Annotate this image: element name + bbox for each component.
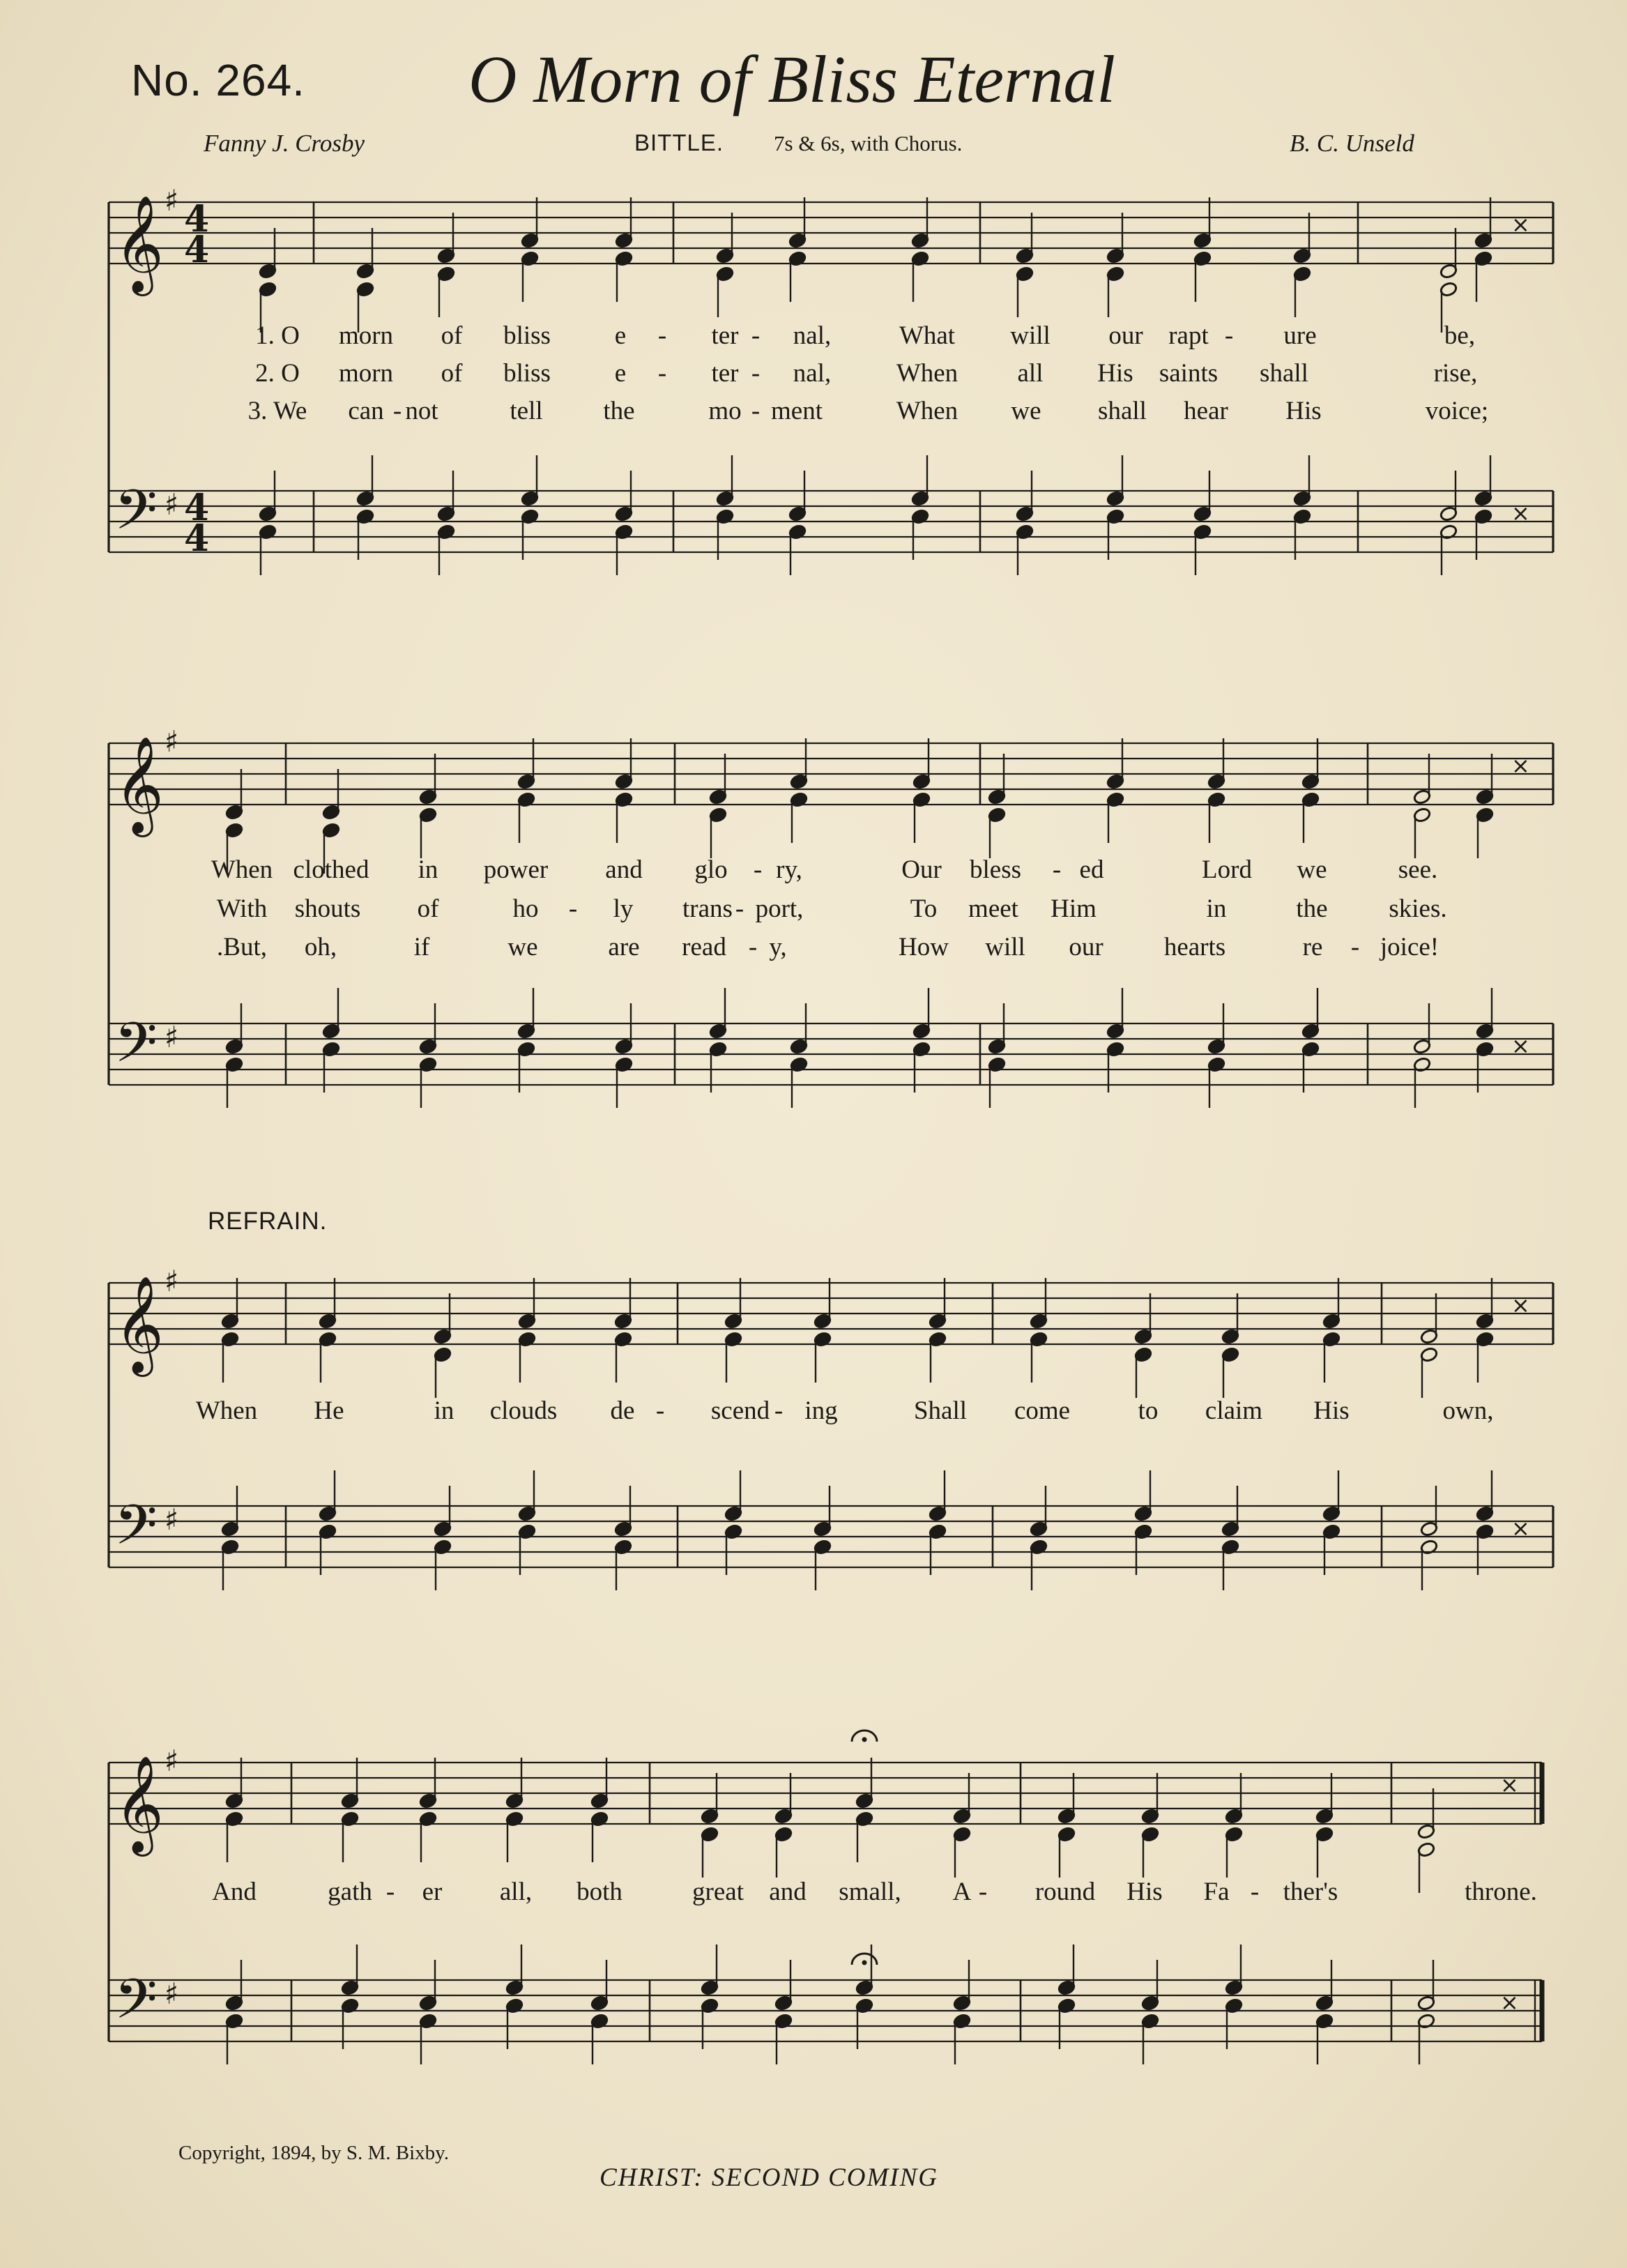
lyric-syllable: will	[1010, 321, 1051, 350]
hymn-number: No. 264.	[131, 55, 305, 105]
bass-clef: 𝄢	[114, 1967, 158, 2045]
lyric-syllable: -	[655, 1396, 665, 1425]
lyric-syllable: -	[751, 321, 761, 350]
lyric-syllable: -	[1250, 1878, 1260, 1906]
lyric-syllable: to	[1138, 1396, 1159, 1425]
meter: 7s & 6s, with Chorus.	[774, 131, 963, 155]
lyric-syllable: When	[211, 855, 273, 884]
lyric-syllable: all,	[499, 1878, 533, 1906]
lyric-syllable: skies.	[1389, 895, 1447, 923]
lyric-syllable: shall	[1098, 397, 1147, 425]
lyric-syllable: His	[1313, 1396, 1350, 1425]
lyric-syllable: To	[910, 895, 938, 923]
lyric-syllable: rise,	[1433, 359, 1478, 388]
lyric-syllable: -	[568, 895, 578, 923]
lyric-syllable: hear	[1184, 397, 1228, 425]
lyric-syllable: port,	[755, 895, 804, 923]
lyric-syllable: the	[1296, 895, 1328, 923]
lyric-syllable: When	[896, 359, 958, 388]
lyric-syllable: -	[1052, 855, 1062, 884]
lyric-syllable: will	[985, 933, 1025, 961]
lyric-syllable: And	[212, 1878, 257, 1906]
lyric-syllable: Him	[1051, 895, 1097, 923]
lyric-syllable: -	[748, 933, 758, 961]
lyric-syllable: joice!	[1380, 933, 1439, 961]
lyric-syllable: With	[216, 895, 268, 923]
lyric-syllable: -	[753, 855, 763, 884]
lyric-syllable: glo	[694, 855, 728, 884]
bass-time-signature-denominator: 4	[184, 517, 210, 560]
lyric-syllable: and	[605, 855, 643, 884]
lyric-syllable: great	[692, 1878, 744, 1906]
lyric-syllable: scend	[710, 1396, 770, 1425]
lyric-syllable: -	[657, 321, 667, 350]
lyric-syllable: -	[978, 1878, 988, 1906]
treble-clef: 𝄞	[114, 195, 164, 292]
lyric-syllable: rapt	[1168, 321, 1209, 350]
lyric-syllable: ure	[1283, 321, 1317, 350]
lyric-syllable: all	[1017, 359, 1044, 388]
lyric-syllable: de	[610, 1396, 635, 1425]
lyric-syllable: He	[314, 1396, 344, 1425]
topic-heading: CHRIST: SECOND COMING	[599, 2163, 939, 2192]
lyric-syllable: What	[899, 321, 956, 350]
bass-key-sharp: ♯	[165, 1020, 179, 1054]
treble-clef: 𝄞	[114, 1756, 164, 1852]
lyric-syllable: y,	[769, 933, 787, 961]
lyric-syllable: How	[899, 933, 949, 961]
lyric-syllable: our	[1108, 321, 1143, 350]
lyric-syllable: ry,	[776, 855, 802, 884]
rest: ⨯	[1511, 752, 1530, 779]
lyric-syllable: not	[405, 397, 438, 425]
lyric-syllable: ter	[711, 321, 739, 350]
treble-clef: 𝄞	[114, 736, 164, 833]
lyric-syllable: mo	[708, 397, 742, 425]
lyric-syllable: round	[1034, 1878, 1096, 1906]
lyric-syllable: throne.	[1465, 1878, 1537, 1906]
lyric-syllable: hearts	[1163, 933, 1226, 961]
lyric-syllable: -	[1224, 321, 1234, 350]
lyric-syllable: our	[1069, 933, 1103, 961]
lyric-syllable: own,	[1442, 1396, 1494, 1425]
lyric-syllable: ing	[804, 1396, 838, 1425]
lyric-syllable: we	[507, 933, 538, 961]
lyric-syllable: can	[348, 397, 384, 425]
bass-clef: 𝄢	[114, 478, 158, 556]
lyric-syllable: -	[735, 895, 744, 923]
treble-time-signature-denominator: 4	[184, 229, 210, 271]
rest: ⨯	[1511, 500, 1530, 526]
lyric-syllable: gath	[328, 1878, 372, 1906]
lyric-syllable: -	[385, 1878, 395, 1906]
lyric-syllable: voice;	[1425, 397, 1489, 425]
lyric-syllable: A	[952, 1878, 972, 1906]
lyric-syllable: Shall	[913, 1396, 968, 1425]
lyric-syllable: 1. O	[255, 321, 300, 350]
lyric-syllable: 2. O	[255, 359, 300, 388]
lyric-syllable: er	[422, 1878, 443, 1906]
lyric-syllable: morn	[338, 359, 394, 388]
lyric-syllable: trans	[682, 895, 733, 923]
lyric-syllable: we	[1011, 397, 1041, 425]
lyric-syllable: come	[1014, 1396, 1071, 1425]
bass-clef: 𝄢	[114, 1493, 158, 1571]
lyric-syllable: e	[614, 359, 627, 388]
lyric-syllable: ed	[1079, 855, 1104, 884]
lyric-syllable: clothed	[293, 855, 369, 884]
rest: ⨯	[1511, 1292, 1530, 1318]
lyric-syllable: -	[751, 397, 761, 425]
lyric-syllable: both	[576, 1878, 622, 1906]
lyric-syllable: -	[392, 397, 402, 425]
lyric-syllable: of	[441, 359, 463, 388]
lyric-syllable: tell	[510, 397, 543, 425]
lyric-syllable: small,	[839, 1878, 901, 1906]
lyric-syllable: read	[682, 933, 726, 961]
hymn-author: Fanny J. Crosby	[204, 130, 365, 157]
refrain-label: REFRAIN.	[208, 1208, 328, 1235]
bass-clef: 𝄢	[114, 1010, 158, 1088]
lyric-syllable: ter	[711, 359, 739, 388]
lyric-syllable: shouts	[294, 895, 361, 923]
treble-clef: 𝄞	[114, 1276, 164, 1373]
rest: ⨯	[1511, 1033, 1530, 1059]
lyric-syllable: e	[614, 321, 627, 350]
lyric-syllable: see.	[1398, 855, 1438, 884]
lyric-syllable: ther's	[1283, 1878, 1338, 1906]
fermata-dot	[862, 1737, 867, 1742]
treble-key-sharp: ♯	[165, 1744, 179, 1778]
lyric-syllable: in	[434, 1396, 455, 1425]
lyric-syllable: When	[896, 397, 958, 425]
fermata-dot	[862, 1961, 867, 1965]
lyric-syllable: shall	[1260, 359, 1308, 388]
lyric-syllable: we	[1297, 855, 1327, 884]
treble-key-sharp: ♯	[165, 1264, 179, 1298]
treble-key-sharp: ♯	[165, 183, 179, 218]
treble-time-signature-numerator: 4	[184, 198, 210, 241]
lyric-syllable: ho	[512, 895, 539, 923]
lyric-syllable: His	[1285, 397, 1322, 425]
lyric-syllable: When	[195, 1396, 258, 1425]
lyric-syllable: nal,	[793, 321, 832, 350]
lyric-syllable: and	[769, 1878, 807, 1906]
lyric-syllable: nal,	[793, 359, 832, 388]
lyric-syllable: -	[774, 1396, 784, 1425]
lyric-syllable: Fa	[1203, 1878, 1230, 1906]
lyric-syllable: His	[1126, 1878, 1163, 1906]
rest: ⨯	[1511, 1515, 1530, 1542]
lyric-syllable: meet	[968, 895, 1018, 923]
bass-time-signature-numerator: 4	[184, 487, 210, 529]
lyric-syllable: ment	[771, 397, 823, 425]
tune-name: BITTLE.	[634, 130, 724, 155]
hymn-title: O Morn of Bliss Eternal	[468, 42, 1115, 116]
lyric-syllable: re	[1302, 933, 1323, 961]
lyric-syllable: -	[751, 359, 761, 388]
lyric-syllable: in	[1206, 895, 1227, 923]
lyric-syllable: the	[603, 397, 635, 425]
lyric-syllable: of	[441, 321, 463, 350]
lyric-syllable: His	[1097, 359, 1133, 388]
lyric-syllable: oh,	[304, 933, 337, 961]
lyric-syllable: if	[413, 933, 430, 961]
lyric-syllable: in	[418, 855, 438, 884]
lyric-syllable: morn	[338, 321, 394, 350]
lyric-syllable: .But,	[217, 933, 267, 961]
bass-key-sharp: ♯	[165, 487, 179, 522]
lyric-syllable: bliss	[503, 359, 551, 388]
lyric-syllable: of	[417, 895, 439, 923]
rest: ⨯	[1511, 211, 1530, 238]
copyright-notice: Copyright, 1894, by S. M. Bixby.	[178, 2142, 450, 2164]
lyric-syllable: power	[483, 855, 549, 884]
lyric-syllable: 3. We	[247, 397, 307, 425]
lyric-syllable: Lord	[1202, 855, 1252, 884]
lyric-syllable: ly	[613, 895, 634, 923]
lyric-syllable: are	[608, 933, 640, 961]
lyric-syllable: saints	[1159, 359, 1219, 388]
lyric-syllable: claim	[1205, 1396, 1263, 1425]
lyric-syllable: clouds	[489, 1396, 558, 1425]
rest: ⨯	[1500, 1989, 1519, 2016]
bass-key-sharp: ♯	[165, 1977, 179, 2011]
rest: ⨯	[1500, 1772, 1519, 1798]
treble-key-sharp: ♯	[165, 724, 179, 759]
lyric-syllable: bless	[970, 855, 1021, 884]
lyric-syllable: be,	[1444, 321, 1476, 350]
lyric-syllable: -	[1350, 933, 1360, 961]
lyric-syllable: bliss	[503, 321, 551, 350]
lyric-syllable: Our	[901, 855, 942, 884]
bass-key-sharp: ♯	[165, 1502, 179, 1537]
lyric-syllable: -	[657, 359, 667, 388]
hymn-composer: B. C. Unseld	[1290, 130, 1414, 157]
